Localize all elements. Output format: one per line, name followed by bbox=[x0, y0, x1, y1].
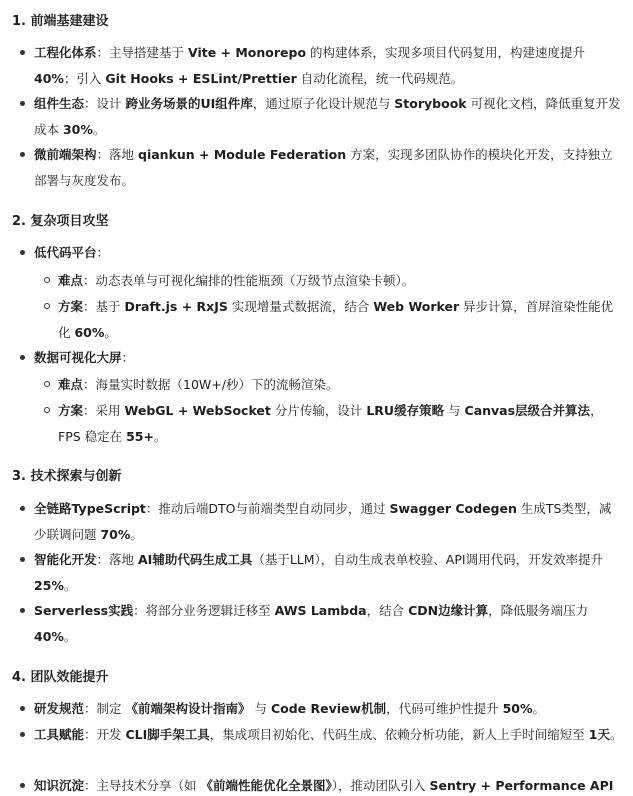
list-item bbox=[34, 496, 623, 547]
bold-text: 组件生态 bbox=[34, 96, 85, 111]
list-item bbox=[34, 240, 623, 266]
text-run: 。 bbox=[63, 628, 77, 644]
bold-text: 方案 bbox=[58, 403, 84, 418]
text-run: ，降低服务端压力 bbox=[488, 603, 589, 618]
text-run: ），推动团队引入 bbox=[331, 778, 430, 793]
bullet-dot bbox=[20, 608, 25, 613]
bold-text: 40% bbox=[34, 70, 64, 86]
text-run: ：落地 bbox=[96, 147, 138, 162]
text-run: ，通过原子化设计规范与 bbox=[252, 96, 395, 111]
list-item bbox=[34, 142, 623, 193]
bold-text: 40% bbox=[34, 628, 64, 644]
text-run: 。 bbox=[532, 701, 545, 716]
bold-text: Storybook bbox=[394, 96, 467, 111]
text-run: 可视化文档，降低重复开发成本 bbox=[34, 96, 621, 137]
section-heading: 1. 前端基建建设 bbox=[12, 14, 109, 29]
sub-list-item bbox=[58, 268, 623, 294]
bold-text: Swagger Codegen bbox=[389, 501, 517, 516]
bold-text: 《前端架构设计指南》 bbox=[125, 701, 251, 716]
bold-text: 工具赋能 bbox=[34, 727, 85, 742]
text-run: 。 bbox=[153, 428, 167, 444]
text-run: 的构建体系，实现多项目代码复用，构建速度提升 bbox=[306, 45, 586, 60]
bold-text: AI辅助代码生成工具 bbox=[138, 552, 253, 567]
text-run: 分片传输，设计 bbox=[270, 403, 367, 418]
text-run: 与 bbox=[444, 403, 465, 418]
text-run: 。 bbox=[92, 121, 106, 137]
sub-list-item bbox=[58, 372, 623, 398]
text-run: 。 bbox=[609, 727, 623, 742]
text-run: 。 bbox=[104, 324, 117, 340]
text-run: ：开发 bbox=[84, 727, 126, 742]
bold-text: 50% bbox=[502, 701, 533, 716]
text-run: ：基于 bbox=[83, 299, 125, 314]
text-run: ：采用 bbox=[83, 403, 125, 418]
text-run: ：海量实时数据（10W+/秒）下的流畅渲染。 bbox=[83, 377, 339, 392]
bold-text: Web Worker bbox=[373, 299, 460, 314]
text-run: ： bbox=[121, 350, 135, 365]
bold-text: 全链路TypeScript bbox=[34, 501, 146, 516]
bullet-dot bbox=[20, 101, 25, 106]
list-item bbox=[34, 598, 623, 649]
bold-text: 跨业务场景的UI组件库 bbox=[125, 96, 253, 111]
text-run: ：主导技术分享（如 bbox=[84, 778, 201, 793]
bold-text: 智能化开发 bbox=[34, 552, 97, 567]
bold-text: CDN边缘计算 bbox=[408, 603, 489, 618]
section-heading: 2. 复杂项目攻坚 bbox=[12, 214, 109, 229]
text-run: 与 bbox=[250, 701, 271, 716]
bold-text: Sentry + Performance API bbox=[429, 778, 614, 793]
bold-text: 《前端性能优化全景图》 bbox=[200, 778, 332, 793]
bullet-dot bbox=[20, 250, 25, 255]
bold-text: WebGL + WebSocket bbox=[124, 403, 271, 418]
bold-text: 1天 bbox=[588, 727, 610, 742]
text-run: ：制定 bbox=[84, 701, 126, 716]
bold-text: 研发规范 bbox=[34, 701, 85, 716]
bullet-dot bbox=[20, 506, 25, 511]
bold-text: qiankun + Module Federation bbox=[138, 147, 347, 162]
bold-text: Vite + Monorepo bbox=[188, 45, 307, 60]
list-item bbox=[34, 40, 623, 91]
section-heading: 3. 技术探索与创新 bbox=[12, 469, 122, 484]
text-run: ，代码可维护性提升 bbox=[386, 701, 503, 716]
bullet-dot bbox=[20, 783, 25, 788]
bullet-ring bbox=[44, 381, 50, 387]
text-run: 方案，实现多团队协作的模块化开发，支持独立部署与灰度发布。 bbox=[34, 147, 613, 188]
text-run: （基于LLM），自动生成表单校验、API调用代码，开发效率提升 bbox=[252, 552, 604, 567]
bold-text: 55+ bbox=[126, 428, 154, 444]
bullet-ring bbox=[44, 277, 50, 283]
sub-list-item bbox=[58, 294, 623, 345]
bold-text: 难点 bbox=[58, 273, 84, 288]
bold-text: 工程化体系 bbox=[34, 45, 97, 60]
bullet-ring bbox=[44, 303, 50, 309]
text-run: 生成TS类型，减少联调问题 bbox=[34, 501, 612, 542]
bold-text: 微前端架构 bbox=[34, 147, 97, 162]
list-item bbox=[34, 345, 623, 371]
bold-text: 60% bbox=[74, 324, 105, 340]
bold-text: Draft.js + RxJS bbox=[124, 299, 228, 314]
bold-text: Serverless实践 bbox=[34, 603, 134, 618]
bold-text: 30% bbox=[62, 121, 93, 137]
bold-text: 70% bbox=[100, 526, 131, 542]
bold-text: 难点 bbox=[58, 377, 84, 392]
bold-text: Git Hooks + ESLint/Prettier bbox=[105, 70, 297, 86]
text-run: ：落地 bbox=[96, 552, 138, 567]
text-run: 。 bbox=[63, 577, 77, 593]
sub-list-item bbox=[58, 398, 623, 449]
bullet-dot bbox=[20, 152, 25, 157]
list-item bbox=[34, 722, 623, 748]
list-item bbox=[34, 773, 623, 796]
text-run: 自动化流程，统一代码规范。 bbox=[296, 70, 464, 86]
bold-text: 方案 bbox=[58, 299, 84, 314]
text-run: ：动态表单与可视化编排的性能瓶颈（万级节点渲染卡顿）。 bbox=[83, 273, 415, 288]
list-item bbox=[34, 91, 623, 142]
bold-text: AWS Lambda bbox=[274, 603, 367, 618]
bullet-dot bbox=[20, 355, 25, 360]
bold-text: CLI脚手架工具 bbox=[125, 727, 210, 742]
bold-text: 25% bbox=[34, 577, 64, 593]
list-item bbox=[34, 547, 623, 598]
bold-text: 低代码平台 bbox=[34, 245, 97, 260]
text-run: ，FPS 稳定在 bbox=[58, 403, 603, 444]
bold-text: Canvas层级合并算法 bbox=[464, 403, 591, 418]
text-run: ：主导搭建基于 bbox=[96, 45, 188, 60]
text-run: ，结合 bbox=[366, 603, 409, 618]
section-heading: 4. 团队效能提升 bbox=[12, 670, 109, 685]
text-run: ：将部分业务逻辑迁移至 bbox=[133, 603, 275, 618]
text-run: ，集成项目初始化、代码生成、依赖分析功能，新人上手时间缩短至 bbox=[209, 727, 589, 742]
text-run: ： bbox=[96, 245, 110, 260]
text-run: 。 bbox=[130, 526, 143, 542]
bullet-dot bbox=[20, 557, 25, 562]
bullet-ring bbox=[44, 407, 50, 413]
text-run: ；引入 bbox=[63, 70, 106, 86]
text-run: ：设计 bbox=[84, 96, 126, 111]
bullet-dot bbox=[20, 732, 25, 737]
bold-text: 数据可视化大屏 bbox=[34, 350, 122, 365]
bold-text: Code Review机制 bbox=[270, 701, 387, 716]
bold-text: 知识沉淀 bbox=[34, 778, 85, 793]
text-run: ：推动后端DTO与前端类型自动同步，通过 bbox=[145, 501, 390, 516]
text-run: 异步计算，首屏渲染性能优化 bbox=[58, 299, 614, 340]
text-run: 实现增量式数据流，结合 bbox=[227, 299, 374, 314]
list-item bbox=[34, 696, 623, 722]
bold-text: LRU缓存策略 bbox=[366, 403, 445, 418]
bullet-dot bbox=[20, 50, 25, 55]
bullet-dot bbox=[20, 706, 25, 711]
